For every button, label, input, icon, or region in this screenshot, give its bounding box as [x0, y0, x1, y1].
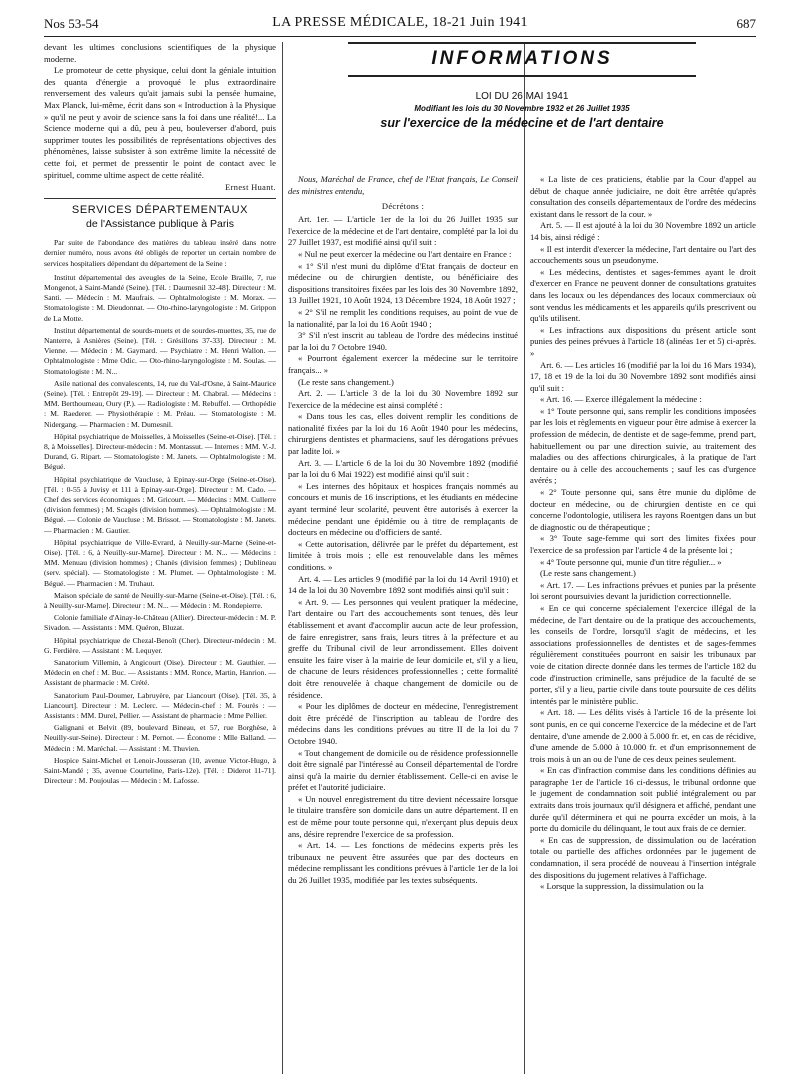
law-paragraph: « Art. 16. — Exerce illégalement la médecine :: [540, 394, 702, 405]
services-title: SERVICES DÉPARTEMENTAUX: [71, 204, 249, 217]
column-left: [44, 42, 276, 1074]
service-entry: Maison spéciale de santé de Neuilly-sur-Marne (Seine-et-Oise). [Tél. : 6, à Neuilly-sur-Marne]. Directeur : M. N... — Médecin : M. Rondepierre.: [44, 590, 276, 611]
page-header: [44, 14, 756, 37]
law-paragraph: (Le reste sans changement.): [298, 376, 394, 387]
law-paragraph: « Nul ne peut exercer la médecine ou l'art dentaire en France :: [298, 248, 512, 259]
law-paragraph: Art. 4. — Les articles 9 (modifié par la loi du 14 Avril 1910) et 14 de la loi du 30 Novembre 1892 sont modifiés ainsi qu'il suit :: [288, 573, 518, 596]
law-paragraph: « Pour les diplômes de docteur en médecine, l'enregistrement doit être précédé de l'inscription au tableau de l'ordre des médecins dans les conditions prévues au titre II de la loi du 7 Octobre 1940.: [288, 701, 518, 746]
article-paragraph: devant les ultimes conclusions scientifiques de la physique moderne.: [44, 42, 276, 64]
author-signature: Ernest Huant.: [225, 183, 276, 193]
law-paragraph: « Tout changement de domicile ou de résidence professionnelle doit être signalé par l'intéressé au Conseil départemental de l'ordre ainsi qu'à la mairie du dernier établissement. Celle-ci en avise le préfet et l'autorité judiciaire.: [288, 747, 518, 793]
services-heading: [44, 198, 276, 230]
service-entry: Colonie familiale d'Ainay-le-Château (Allier). Directeur-médecin : M. P. Sivadon. — Assistants : MM. Quéron, Bluzat.: [44, 613, 276, 633]
service-entry: Hôpital psychiatrique de Ville-Evrard, à Neuilly-sur-Marne (Seine-et-Oise). [Tél. : 6, à Neuilly-sur-Marne]. Directeur : M. N... — Médecins : MM. Menuau (division hommes) ; Chanès (division femmes) ; Dublineau (serv. spécial). — Stomatologiste : M. Plumet. — Ophtalmologiste : M. Bégué. — Pharmacien : M. Truhaut.: [44, 537, 276, 588]
law-paragraph: « En cas d'infraction commise dans les conditions définies au paragraphe 1er de l'article 16 ci-dessus, le tribunal ordonne que le jugement de condamnation soit publié intégralement ou par extraits dans trois journaux qu'il désignera et affiché, pendant une durée qu'il déterminera et qui ne pourra excéder un mois, à la porte du domicile du délinquant, le tout aux frais de ce dernier.: [530, 765, 756, 834]
law-paragraph: « Art. 17. — Les infractions prévues et punies par la présente loi seront poursuivies devant la juridiction correctionnelle.: [530, 579, 756, 602]
law-paragraph: Art. 1er. — L'article 1er de la loi du 26 Juillet 1935 sur l'exercice de la médecine et de l'art dentaire, complété par la loi du 27 Juillet 1937, est modifié ainsi qu'il suit :: [288, 214, 518, 248]
law-paragraph: « 2° S'il ne remplit les conditions requises, au point de vue de la nationalité, par la loi du 16 Août 1940 ;: [288, 306, 518, 329]
services-list: [44, 273, 276, 787]
column-right: [530, 174, 756, 1074]
service-entry: Asile national des convalescents, 14, rue du Val-d'Osne, à Saint-Maurice (Seine). [Tél. : Entrepôt 29-19]. — Directeur : M. Chabral. — Médecins : MM. Berthoumeau, Oury (P.). — Radiologiste : M. Rebuffel. — Orthopédie : M. Raederer. — Physiothérapie : M. Préau. — Stomatologiste : M. Nidergang. — Pharmacien : M. Dumesnil.: [44, 378, 276, 429]
law-paragraph: « 4° Toute personne qui, munie d'un titre régulier... »: [540, 556, 722, 567]
publication-title: LA PRESSE MÉDICALE, 18-21 Juin 1941: [272, 15, 528, 30]
law-paragraph: (Le reste sans changement.): [540, 568, 636, 579]
law-paragraph: « Cette autorisation, délivrée par le préfet du département, est limitée à trois mois ; elle est renouvelable dans les mêmes conditions. »: [288, 538, 518, 572]
law-paragraph: « 1° Toute personne qui, sans remplir les conditions imposées par les lois et règlements en vigueur pour être admise à exercer la profession de médecin, de dentiste et de sage-femme, prend part, habituellement ou par une direction suivie, au traitement des maladies ou des affections chirurgicales, à la pratique de l'art dentaire ou à celle des accouchements ; sauf les cas d'urgence avérés ;: [530, 405, 756, 486]
service-entry: Sanatorium Villemin, à Angicourt (Oise). Directeur : M. Gauthier. — Médecin en chef : M. Buc. — Assistants : MM. Ronce, Martin, Hanrion. — Assistant de pharmacie : M. Crété.: [44, 658, 276, 688]
law-paragraph: « Les médecins, dentistes et sages-femmes ayant le droit d'exercer en France ne peuvent donner de consultations gratuites dans les locaux ou les dépendances des locaux commerciaux où sont vendus les médicaments et les appareils qu'ils prescrivent ou qu'ils utilisent.: [530, 266, 756, 324]
law-text: [530, 174, 756, 893]
services-intro: Par suite de l'abondance des matières du tableau inséré dans notre dernier numéro, nous avons été obligés de reporter un certain nombre de services hospitaliers dépendant du département de la Seine :: [44, 238, 276, 268]
service-entry: Hôpital psychiatrique de Chezal-Benoît (Cher). Directeur-médecin : M. G. Ferdière. — Assistant : M. Lequyer.: [44, 635, 276, 655]
law-date: LOI DU 26 MAI 1941: [475, 91, 569, 102]
law-paragraph: « La liste de ces praticiens, établie par la Cour d'appel au début de chaque année judiciaire, ne doit être arrêtée qu'après consultation des conseils départementaux de l'ordre des médecins existant dans le ressort de la cour. »: [530, 174, 756, 219]
service-entry: Hospice Saint-Michel et Lenoir-Jousseran (10, avenue Victor-Hugo, à Saint-Mandé ; 35, avenue Courteline, Paris-12e). [Tél. : Diderot 11-71]. Directeur : M. Poujoulas — Médecin : M. Lafosse.: [44, 755, 276, 786]
law-paragraph: Art. 3. — L'article 6 de la loi du 30 Novembre 1892 (modifié par la loi du 6 Mai 1922) est modifié ainsi qu'il suit :: [288, 457, 518, 480]
law-preamble: Nous, Maréchal de France, chef de l'Etat français, Le Conseil des ministres entendu,: [288, 174, 518, 196]
law-paragraph: « Lorsque la suppression, la dissimulation ou la: [540, 881, 704, 892]
law-paragraph: « En ce qui concerne spécialement l'exercice illégal de la médecine, de l'art dentaire ou de la pratique des accouchements, les conseils de l'ordre, lorsqu'il s'agit de médecins, et les associations professionnelles de dentistes et de sages-femmes régulièrement constituées pourront en saisir les tribunaux par voie de citation directe donnée dans les termes de l'article 182 du code d'instruction criminelle, sans préjudice de la faculté de se porter, s'il y a lieu, partie civile dans toute poursuite de ces délits intentés par le ministère public.: [530, 602, 756, 706]
column-middle: [288, 174, 518, 1074]
informations-header: [288, 42, 756, 168]
service-entry: Hôpital psychiatrique de Moisselles, à Moisselles (Seine-et-Oise). [Tél. : 8, à Moisselles]. Directeur-médecin : M. Montassut. — Internes : MM. V.-J. Durand, G. Ripart. — Stomatologiste : M. Janets. — Ophtalmologiste : M. Bégué.: [44, 431, 276, 472]
service-entry: Galignani et Belvit (89, boulevard Bineau, et 57, rue Borghèse, à Neuilly-sur-Seine). Directeur : M. Pernot. — Économe : Mlle Balland. — Médecin : M. Maréchal. — Assistant : M. Thuvien.: [44, 723, 276, 753]
law-text: [288, 214, 518, 886]
service-entry: Sanatorium Paul-Doumer, Labruyère, par Liancourt (Oise). [Tél. 35, à Liancourt]. Directeur : M. Leclerc. — Médecin-chef : M. Fourès : — Assistants : MM. Durel, Pellier. — Assistant de pharmacie : Mme Pellier.: [44, 690, 276, 721]
law-paragraph: « Un nouvel enregistrement du titre devient nécessaire lorsque le titulaire transfère son domicile dans un autre département. Il en est de même pour toute personne qui, n'exerçant plus depuis deux ans, désire reprendre l'exercice de sa profession.: [288, 793, 518, 839]
law-subject: sur l'exercice de la médecine et de l'art dentaire: [380, 116, 664, 130]
law-paragraph: Art. 5. — Il est ajouté à la loi du 30 Novembre 1892 un article 14 bis, ainsi rédigé :: [530, 220, 756, 242]
law-paragraph: « 1° S'il n'est muni du diplôme d'Etat français de docteur en médecine ou de chirurgien dentiste, ou bénéficiaire des dispositions transitoires fixées par les lois des 30 Novembre 1892, 13 Juillet 1921, 10 Août 1924, 13 Décembre 1924, 18 Août 1927 ;: [288, 260, 518, 306]
law-paragraph: « Art. 9. — Les personnes qui veulent pratiquer la médecine, l'art dentaire ou l'art des accouchements sont tenues, dès leur établissement et avant d'accomplir aucun acte de leur profession, de faire enregistrer, sans frais, leurs titres à la préfecture et au greffe du Tribunal civil de leur arrondissement. Elles doivent ensuite les faire viser à la mairie de leur domicile et, s'il y a lieu, de chacune de leurs résidences professionnelles ; cette formalité doit être renouvelée à chaque changement de domicile ou de résidence.: [288, 596, 518, 700]
law-paragraph: « En cas de suppression, de dissimulation ou de lacération totale ou partielle des affiches ordonnées par le jugement de condamnation, il sera procédé de nouveau à l'insertion intégrale des dispositions du jugement relatives à l'affichage.: [530, 834, 756, 880]
law-paragraph: « Art. 14. — Les fonctions de médecins experts près les tribunaux ne peuvent être assurées que par des docteurs en médecine remplissant les conditions prévues à l'article 1er de la loi du 26 Juillet 1935, modifiée par les textes subséquents.: [288, 840, 518, 886]
page-number: 687: [736, 16, 756, 31]
law-paragraph: « 3° Toute sage-femme qui sort des limites fixées pour l'exercice de sa profession par l'article 4 de la présente loi ;: [530, 533, 756, 555]
law-paragraph: « Les infractions aux dispositions du présent article sont punies des peines prévues à l'article 18 (alinéas 1er et 5) ci-après. »: [530, 324, 756, 358]
service-entry: Institut départemental de sourds-muets et de sourdes-muettes, 35, rue de Nanterre, à Asnières (Seine). [Tél. : Grésillons 37-33]. Directeur : M. Vienne. — Médecin : M. Gaymard. — Psychiatre : M. Henri Wallon. — Ophtalmologiste : Mme Odic. — Oto-rhino-laryngologiste : M. Soulas. — Stomatologiste : M. N...: [44, 325, 276, 376]
law-paragraph: « Dans tous les cas, elles doivent remplir les conditions de nationalité fixées par la loi du 16 Août 1940 pour les médecins, chirurgiens dentistes et pharmaciens, sauf les dérogations prévues par ladite loi. »: [288, 411, 518, 457]
law-paragraph: Art. 6. — Les articles 16 (modifié par la loi du 16 Mars 1934), 17, 18 et 19 de la loi du 30 Novembre 1892 sont modifiés ainsi qu'il suit :: [530, 359, 756, 393]
law-paragraph: « Pourront également exercer la médecine sur le territoire français... »: [288, 353, 518, 375]
service-entry: Hôpital psychiatrique de Vaucluse, à Epinay-sur-Orge (Seine-et-Oise). [Tél. : 0-55 à Juvisy et 111 à Epinay-sur-Orge]. Directeur : M. Cado. — Chef des services économiques : M. Gricourt. — Médecins : MM. Cullerre (division femmes) ; M. Scagès (division hommes). — Ophtalmologiste : M. Bégué. — Colonie de Vaucluse : M. Brissot. — Stomatologiste : M. Janets. — Pharmacien : M. Gautier.: [44, 474, 276, 535]
service-entry: Institut départemental des aveugles de la Seine, Ecole Braille, 7, rue Mongenot, à Saint-Mandé (Seine). [Tél. : Daumesnil 32-48]. Directeur : M. Santi. — Médecin : M. Maufrais. — Ophtalmologiste : M. Morax. — Stomatologiste : M. Dieudonnat. — Oto-rhino-laryngologiste : M. Grippon de La Motte.: [44, 272, 276, 323]
section-title: INFORMATIONS: [348, 42, 696, 77]
newspaper-page: [44, 14, 756, 1074]
article-paragraph: Le promoteur de cette physique, celui dont la géniale intuition des quanta d'énergie a provoqué le plus extraordinaire renversement des valeurs qu'ait jamais subi la pensée humaine, Max Planck, lui-même, écrit dans son « Introduction à la Physique » qu'il ne peut y avoir de science sans la foi dans une réalité!... La Science moderne qui a dû, peu à peu, bouleverser d'abord, puis supprimer toutes les possibilités de représentations objectives des phénomènes, laisse subsister à son extrême limite la nécessité de cette foi, et permet de pressentir le point de contact avec le spirituel, comme ultime aspect de cette réalité.: [44, 65, 276, 180]
law-paragraph: « Les internes des hôpitaux et hospices français nommés au concours et munis de 16 inscriptions, et les étudiants en médecine ayant terminé leur scolarité, peuvent être autorisés à exercer la médecine pendant une épidémie ou à titre de remplaçants de docteurs en médecine ou d'officiers de santé.: [288, 480, 518, 538]
law-paragraph: 3° S'il n'est inscrit au tableau de l'ordre des médecins institué par la loi du 7 Octobre 1940.: [288, 330, 518, 352]
decrets-label: Décrétons :: [381, 201, 425, 212]
law-paragraph: « 2° Toute personne qui, sans être munie du diplôme de docteur en médecine, ou de chirurgien dentiste en ce qui concerne l'odontologie, utilisera les rayons Roentgen dans un but de diagnostic ou de thérapeutique ;: [530, 487, 756, 532]
law-paragraph: « Art. 18. — Les délits visés à l'article 16 de la présente loi sont punis, en ce qui concerne l'exercice de la médecine et de l'art dentaire, d'une amende de 2.000 à 5.000 fr. et, en cas de récidive, d'une amende de 5.000 à 10.000 fr. et d'un emprisonnement de trois mois à un an ou de l'une de ces deux peines seulement.: [530, 707, 756, 764]
law-modifying: Modifiant les lois du 30 Novembre 1932 et 26 Juillet 1935: [414, 104, 630, 113]
law-paragraph: « Il est interdit d'exercer la médecine, l'art dentaire ou l'art des accouchements sous un pseudonyme.: [530, 243, 756, 266]
services-subtitle: de l'Assistance publique à Paris: [86, 218, 234, 231]
law-paragraph: Art. 2. — L'article 3 de la loi du 30 Novembre 1892 sur l'exercice de la médecine est ainsi complété :: [288, 388, 518, 410]
issue-number: Nos 53-54: [44, 16, 99, 31]
